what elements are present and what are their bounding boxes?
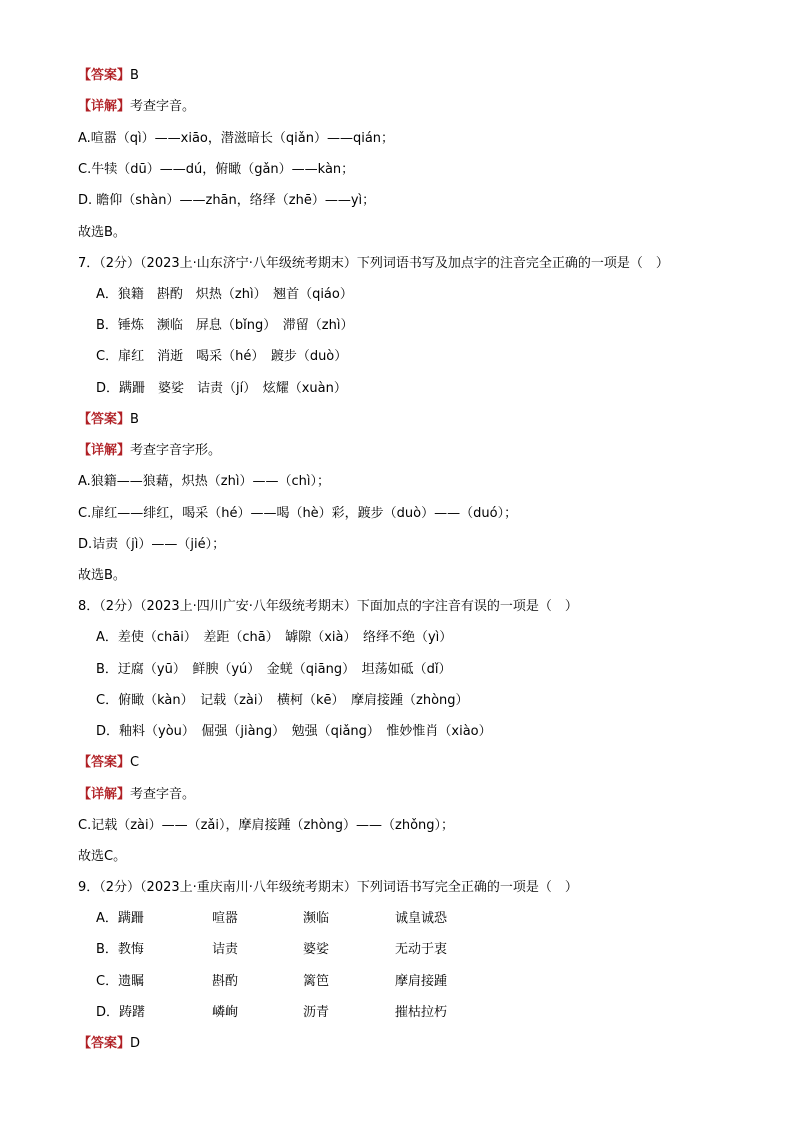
option-b-word-4: 无动于衷 <box>395 942 448 957</box>
option-c-word-2: 斟酌 <box>212 974 239 989</box>
answer-value: C <box>130 755 140 770</box>
option-d-word-3: 沥青 <box>303 1005 330 1020</box>
detail-text: 考查字音。 <box>130 787 196 802</box>
detail-label: 【详解】 <box>78 443 131 458</box>
detail-line <box>78 442 221 460</box>
option-a-word-1: A．蹒跚 <box>96 911 144 926</box>
answer-value: D <box>130 1036 141 1051</box>
option-b-word-2: 诘责 <box>212 942 239 957</box>
question-stem: 9．（2分）（2023上·重庆南川·八年级统考期末）下列词语书写完全正确的一项是（ ） <box>78 880 578 895</box>
answer-label: 【答案】 <box>78 755 131 770</box>
option-d-word-2: 嶙峋 <box>212 1005 239 1020</box>
option-b-word-1: B．教悔 <box>96 942 144 957</box>
answer-line <box>78 1035 140 1053</box>
answer-label: 【答案】 <box>78 412 131 427</box>
answer-label: 【答案】 <box>78 68 131 83</box>
answer-line <box>78 754 139 772</box>
option-c: C．俯瞰（kàn） 记载（zài） 横柯（kē） 摩肩接踵（zhòng） <box>96 693 469 708</box>
explanation-line: D. 瞻仰（shàn）——zhān，络绎（zhē）——yì； <box>78 193 376 208</box>
answer-value: B <box>130 68 139 83</box>
explanation-line: D.诘责（jì）——（jié）； <box>78 537 226 552</box>
answer-line <box>78 67 139 85</box>
detail-text: 考查字音。 <box>130 99 196 114</box>
explanation-line: C.扉红——绯红，喝采（hé）——喝（hè）彩，踱步（duò）——（duó）； <box>78 506 518 521</box>
option-a-word-3: 濒临 <box>303 911 330 926</box>
detail-line <box>78 98 195 116</box>
detail-line <box>78 786 195 804</box>
detail-text: 考查字音字形。 <box>130 443 222 458</box>
option-c-word-1: C．遗瞩 <box>96 974 145 989</box>
option-a-word-4: 诚皇诚恐 <box>395 911 448 926</box>
explanation-line: C.牛犊（dū）——dú，俯瞰（gǎn）——kàn； <box>78 162 355 177</box>
option-b: B．迂腐（yū） 鲜腴（yú） 金蜣（qiāng） 坦荡如砥（dǐ） <box>96 662 452 677</box>
option-c-word-3: 篱笆 <box>303 974 330 989</box>
question-stem: 7．（2分）（2023上·山东济宁·八年级统考期末）下列词语书写及加点字的注音完全正确的一项是（ ） <box>78 256 669 271</box>
answer-value: B <box>130 412 139 427</box>
question-stem: 8．（2分）（2023上·四川广安·八年级统考期末）下面加点的字注音有误的一项是（ ） <box>78 599 578 614</box>
option-d: D．釉料（yòu） 倔强（jiàng） 勉强（qiǎng） 惟妙惟肖（xiào） <box>96 724 492 739</box>
option-d-word-1: D．踌躇 <box>96 1005 146 1020</box>
conclusion-line: 故选B。 <box>78 225 126 240</box>
option-a-word-2: 喧嚣 <box>212 911 239 926</box>
option-b: B．锤炼 濒临 屏息（bǐng） 滞留（zhì） <box>96 318 354 333</box>
conclusion-line: 故选B。 <box>78 568 126 583</box>
option-c-word-4: 摩肩接踵 <box>395 974 448 989</box>
option-d-word-4: 摧枯拉朽 <box>395 1005 448 1020</box>
option-c: C．扉红 消逝 喝采（hé） 踱步（duò） <box>96 349 348 364</box>
detail-label: 【详解】 <box>78 99 131 114</box>
option-a: A．差使（chāi） 差距（chā） 罅隙（xià） 络绎不绝（yì） <box>96 630 453 645</box>
explanation-line: A.喧嚣（qì）——xiāo，潜滋暗长（qiǎn）——qián； <box>78 131 395 146</box>
conclusion-line: 故选C。 <box>78 849 127 864</box>
option-d: D．蹒跚 婆娑 诘责（jí） 炫耀（xuàn） <box>96 381 347 396</box>
option-a: A．狼籍 斟酌 炽热（zhì） 翘首（qiáo） <box>96 287 353 302</box>
explanation-line: A.狼籍——狼藉，炽热（zhì）——（chì）； <box>78 474 330 489</box>
answer-line <box>78 411 139 429</box>
answer-label: 【答案】 <box>78 1036 131 1051</box>
explanation-line: C.记载（zài）——（zǎi），摩肩接踵（zhòng）——（zhǒng）； <box>78 818 455 833</box>
option-b-word-3: 婆娑 <box>303 942 330 957</box>
detail-label: 【详解】 <box>78 787 131 802</box>
